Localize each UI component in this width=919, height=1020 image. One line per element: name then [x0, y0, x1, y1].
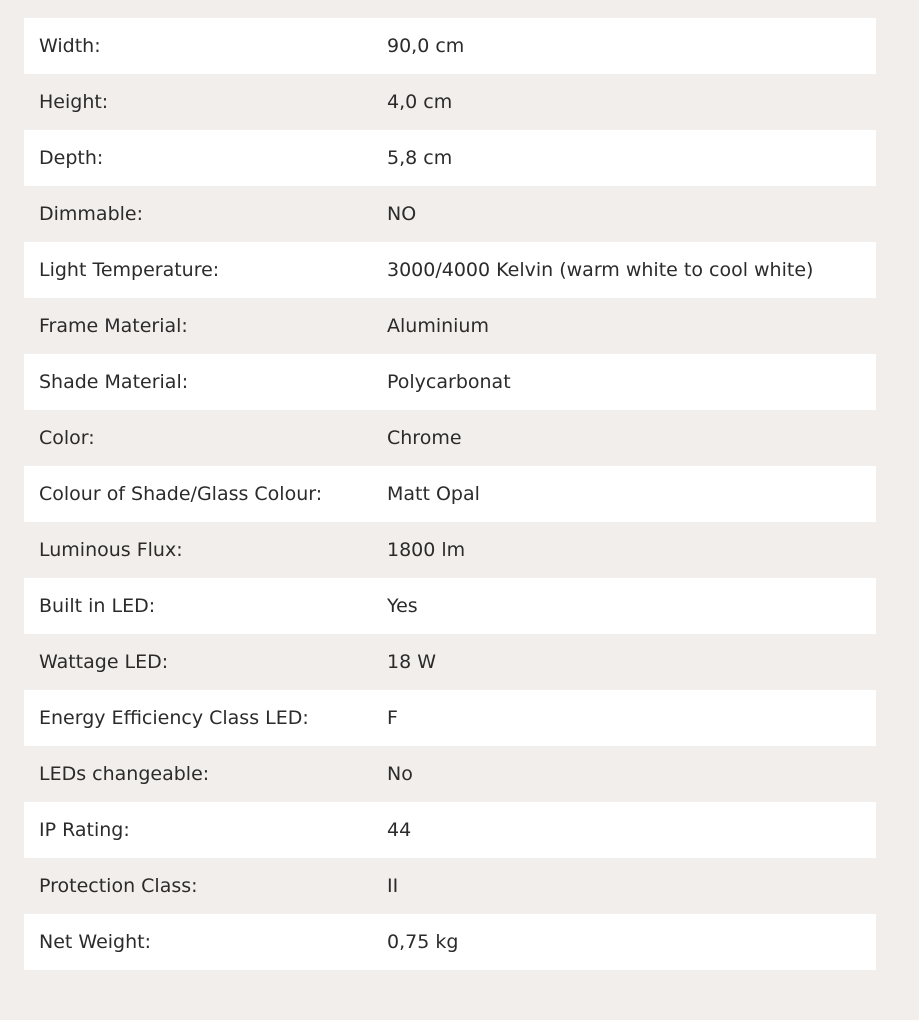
spec-value: 4,0 cm [387, 91, 453, 113]
spec-value: 0,75 kg [387, 931, 459, 953]
spec-row-net-weight [24, 914, 876, 970]
spec-row-dimmable [24, 186, 876, 242]
spec-label: Net Weight: [39, 931, 151, 953]
spec-row-luminous-flux [24, 522, 876, 578]
spec-label: Built in LED: [39, 595, 156, 617]
spec-label: LEDs changeable: [39, 763, 210, 785]
spec-value: 5,8 cm [387, 147, 453, 169]
spec-label: Frame Material: [39, 315, 188, 337]
spec-label: Shade Material: [39, 371, 189, 393]
spec-label: Light Temperature: [39, 259, 220, 281]
spec-value: Matt Opal [387, 483, 480, 505]
spec-label: Luminous Flux: [39, 539, 183, 561]
spec-label: Dimmable: [39, 203, 143, 225]
spec-value: Chrome [387, 427, 462, 449]
spec-value: 44 [387, 819, 412, 841]
spec-value: NO [387, 203, 417, 225]
spec-label: Height: [39, 91, 109, 113]
spec-row-depth [24, 130, 876, 186]
spec-label: Width: [39, 35, 101, 57]
spec-row-frame-material [24, 298, 876, 354]
spec-value: II [387, 875, 399, 897]
spec-value: Aluminium [387, 315, 489, 337]
spec-label: Energy Efficiency Class LED: [39, 707, 309, 729]
spec-label: Depth: [39, 147, 104, 169]
spec-label: Colour of Shade/Glass Colour: [39, 483, 323, 505]
spec-row-leds-changeable [24, 746, 876, 802]
spec-row-width [24, 18, 876, 74]
spec-value: 18 W [387, 651, 437, 673]
spec-row-built-in-led [24, 578, 876, 634]
spec-row-energy-efficiency-class [24, 690, 876, 746]
spec-value: 1800 lm [387, 539, 466, 561]
spec-row-shade-glass-colour [24, 466, 876, 522]
spec-table [24, 18, 876, 970]
spec-row-light-temperature [24, 242, 876, 298]
spec-row-wattage-led [24, 634, 876, 690]
spec-row-protection-class [24, 858, 876, 914]
spec-value: 90,0 cm [387, 35, 465, 57]
spec-row-shade-material [24, 354, 876, 410]
spec-value: Polycarbonat [387, 371, 511, 393]
spec-row-height [24, 74, 876, 130]
spec-label: IP Rating: [39, 819, 130, 841]
spec-value: Yes [387, 595, 418, 617]
spec-label: Protection Class: [39, 875, 198, 897]
spec-value: No [387, 763, 413, 785]
spec-value: F [387, 707, 398, 729]
spec-label: Color: [39, 427, 95, 449]
spec-row-ip-rating [24, 802, 876, 858]
spec-label: Wattage LED: [39, 651, 169, 673]
spec-row-color [24, 410, 876, 466]
spec-value: 3000/4000 Kelvin (warm white to cool white) [387, 259, 814, 281]
